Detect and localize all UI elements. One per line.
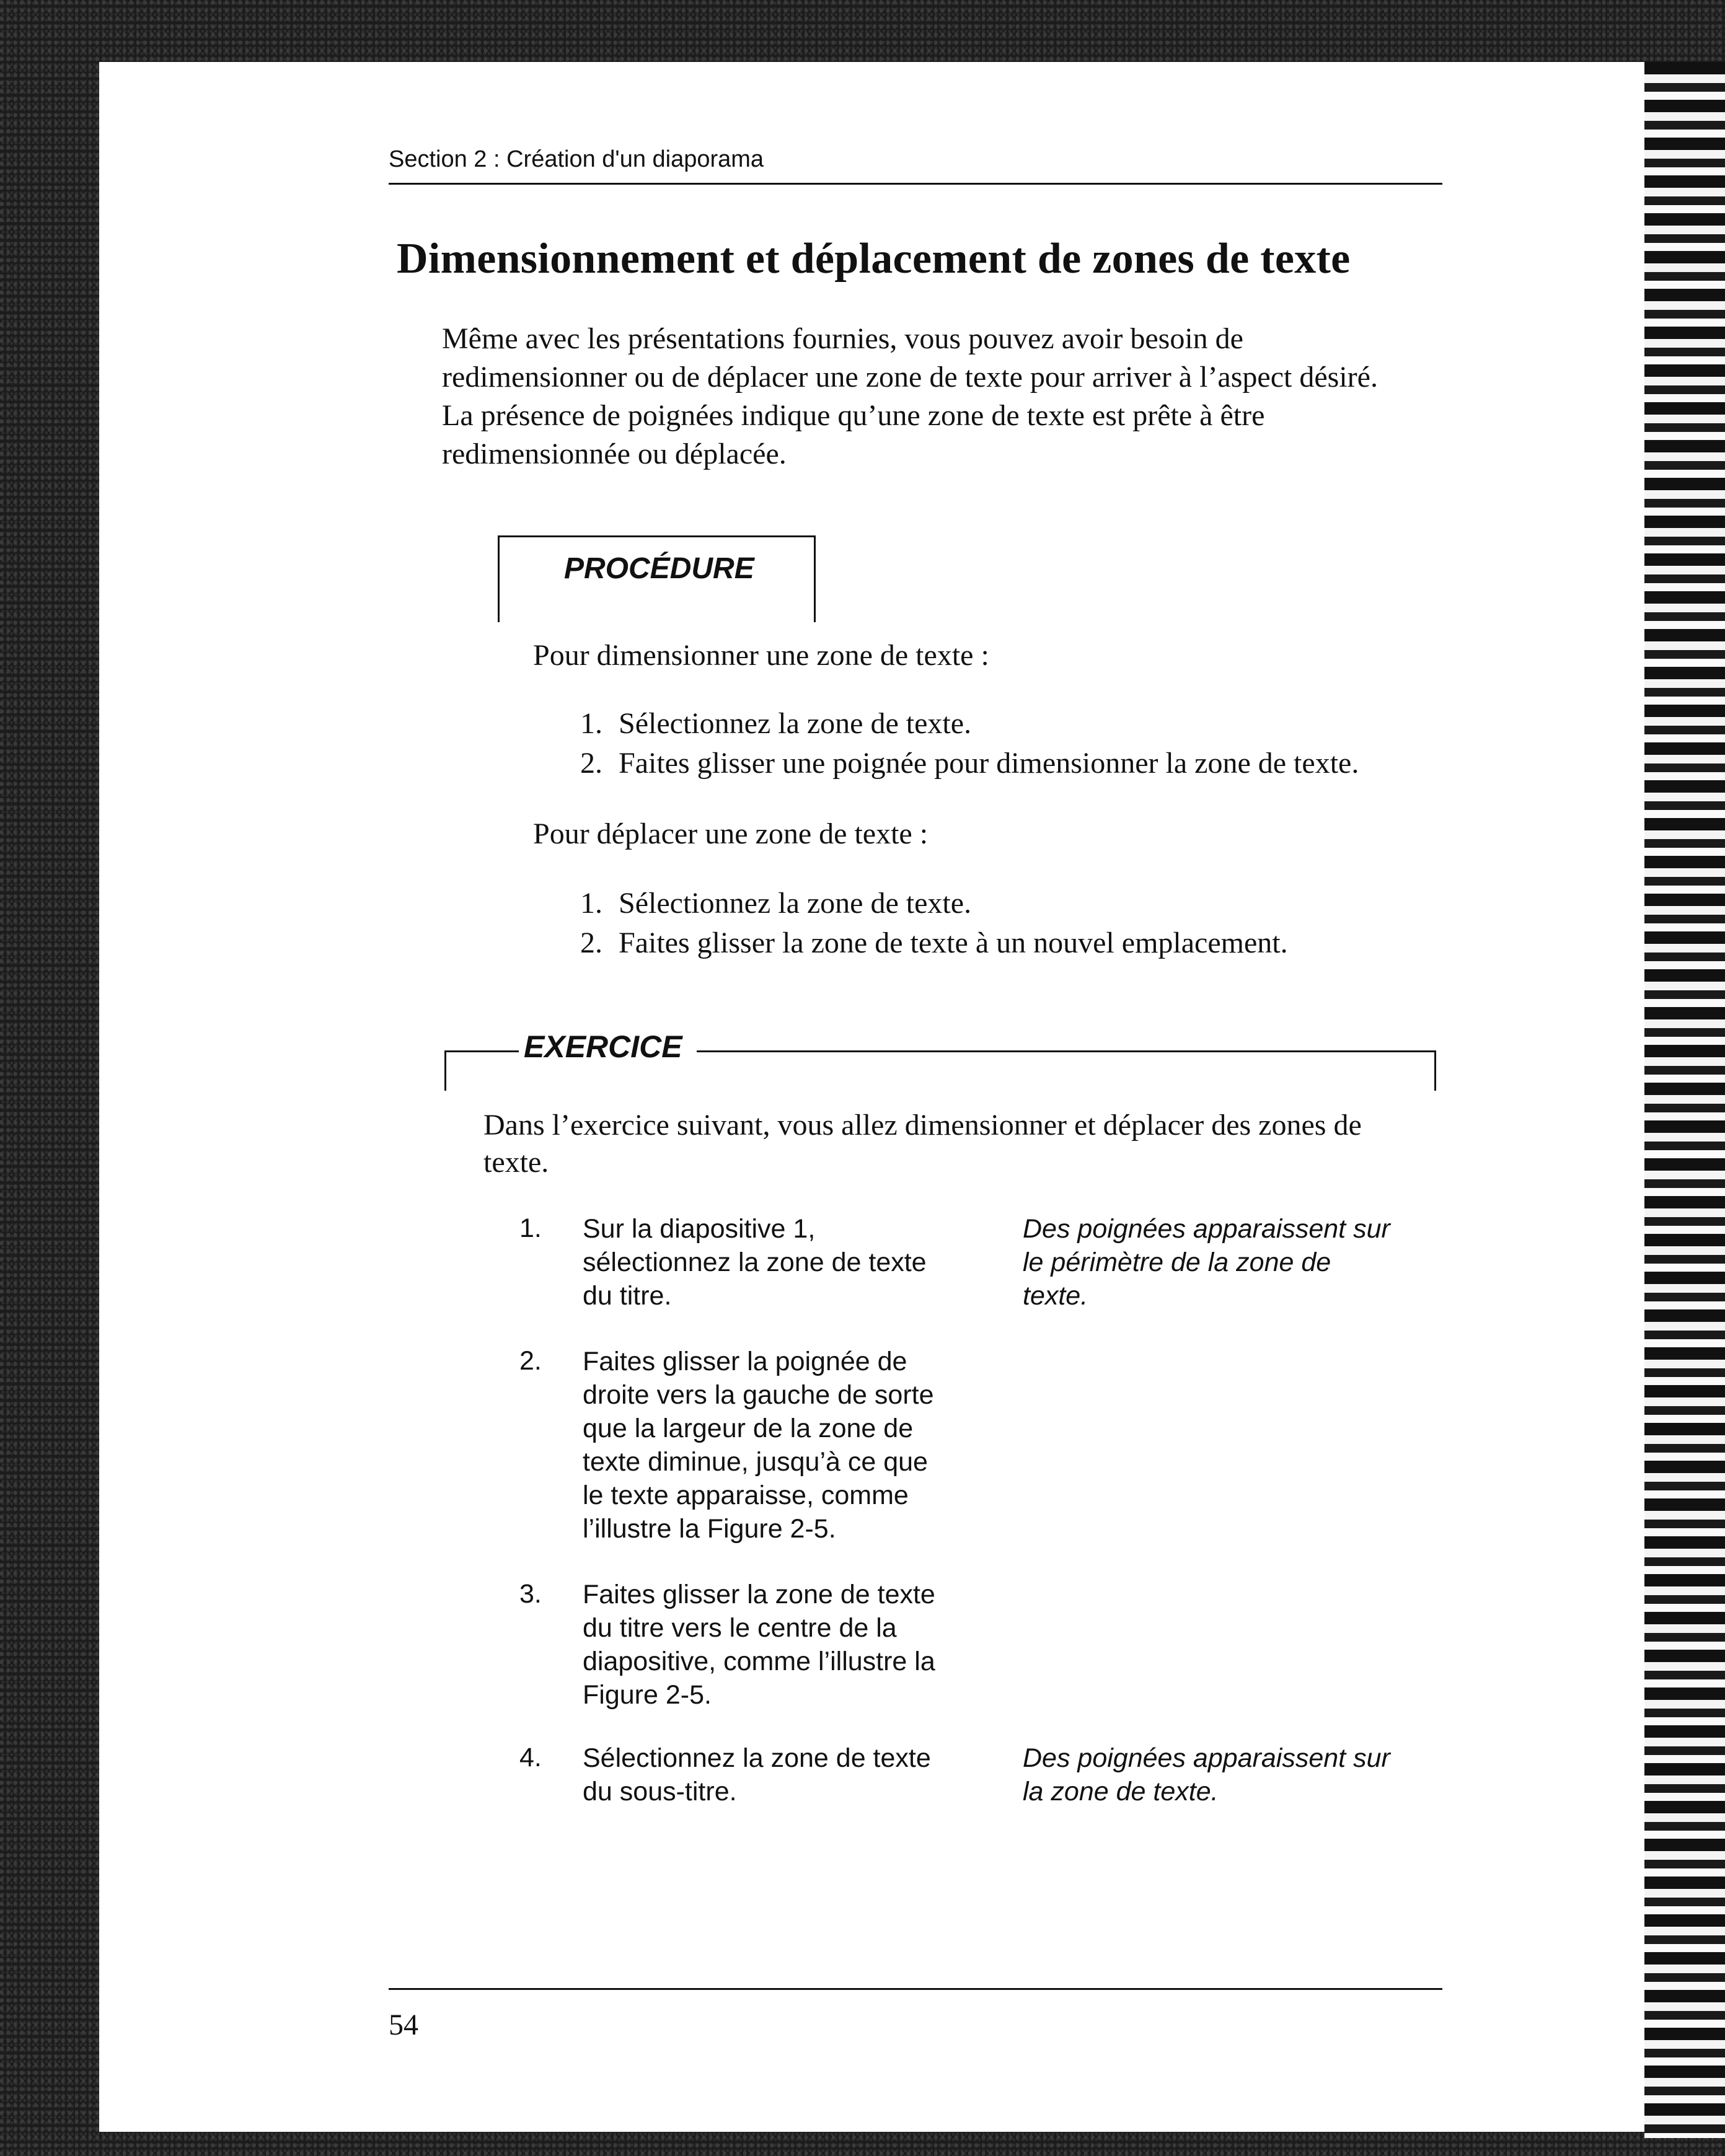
exercise-corner-right bbox=[1434, 1050, 1436, 1091]
exercise-label: EXERCICE bbox=[524, 1029, 682, 1064]
procedure-label: PROCÉDURE bbox=[564, 552, 754, 585]
note-line: Des poignées apparaissent sur bbox=[1023, 1743, 1390, 1773]
intro-line: redimensionner ou de déplacer une zone de texte pour arriver à l’aspect désiré. bbox=[442, 361, 1378, 394]
exercise-item-4-note bbox=[1023, 1741, 1444, 1808]
exercise-item-4-text bbox=[583, 1741, 1029, 1808]
exercise-item-2-text bbox=[583, 1345, 1029, 1546]
exercise-item-1-text bbox=[583, 1212, 1029, 1313]
exercise-rule-left bbox=[444, 1050, 519, 1052]
item-line: que la largeur de la zone de bbox=[583, 1414, 914, 1443]
item-line: droite vers la gauche de sorte bbox=[583, 1380, 934, 1410]
page-number: 54 bbox=[389, 2009, 418, 2041]
exercise-intro-line: Dans l’exercice suivant, vous allez dimensionner et déplacer des zones de bbox=[483, 1109, 1362, 1142]
item-line: du titre vers le centre de la bbox=[583, 1613, 897, 1643]
item-line: l’illustre la Figure 2-5. bbox=[583, 1514, 836, 1544]
exercise-item-1-note bbox=[1023, 1212, 1444, 1313]
item-line: Faites glisser la zone de texte bbox=[583, 1580, 935, 1609]
resize-step-1-num: 1. bbox=[580, 707, 602, 740]
exercise-item-4-num: 4. bbox=[519, 1743, 542, 1772]
exercise-item-1-num: 1. bbox=[519, 1213, 542, 1243]
header-rule bbox=[389, 183, 1442, 185]
item-line: Figure 2-5. bbox=[583, 1680, 712, 1710]
exercise-item-3-num: 3. bbox=[519, 1579, 542, 1609]
note-line: la zone de texte. bbox=[1023, 1777, 1219, 1806]
item-line: texte diminue, jusqu’à ce que bbox=[583, 1447, 928, 1477]
move-step-2-num: 2. bbox=[580, 926, 602, 959]
resize-lead: Pour dimensionner une zone de texte : bbox=[533, 639, 989, 672]
page-title: Dimensionnement et déplacement de zones de texte bbox=[397, 235, 1351, 283]
note-line: Des poignées apparaissent sur bbox=[1023, 1214, 1390, 1244]
spiral-binding bbox=[1644, 62, 1725, 2138]
move-step-1-text: Sélectionnez la zone de texte. bbox=[619, 887, 972, 920]
exercise-corner-left bbox=[444, 1050, 446, 1091]
intro-line: Même avec les présentations fournies, vous pouvez avoir besoin de bbox=[442, 322, 1243, 355]
item-line: du sous-titre. bbox=[583, 1777, 737, 1806]
exercise-item-3-text bbox=[583, 1578, 1029, 1712]
resize-step-2-num: 2. bbox=[580, 747, 602, 780]
intro-line: redimensionnée ou déplacée. bbox=[442, 438, 787, 470]
exercise-item-2-num: 2. bbox=[519, 1346, 542, 1376]
item-line: sélectionnez la zone de texte bbox=[583, 1247, 927, 1277]
item-line: Sélectionnez la zone de texte bbox=[583, 1743, 931, 1773]
item-line: le texte apparaisse, comme bbox=[583, 1481, 909, 1510]
item-line: Faites glisser la poignée de bbox=[583, 1347, 907, 1376]
exercise-intro bbox=[483, 1107, 1438, 1181]
note-line: le périmètre de la zone de bbox=[1023, 1247, 1331, 1277]
item-line: diapositive, comme l’illustre la bbox=[583, 1647, 935, 1676]
item-line: du titre. bbox=[583, 1281, 672, 1311]
exercise-rule-right bbox=[697, 1050, 1436, 1052]
exercise-intro-line: texte. bbox=[483, 1146, 549, 1179]
note-line: texte. bbox=[1023, 1281, 1088, 1311]
resize-step-1-text: Sélectionnez la zone de texte. bbox=[619, 707, 972, 740]
move-lead: Pour déplacer une zone de texte : bbox=[533, 817, 929, 850]
section-header: Section 2 : Création d'un diaporama bbox=[389, 146, 764, 172]
intro-paragraph bbox=[442, 320, 1458, 473]
move-step-1-num: 1. bbox=[580, 887, 602, 920]
move-step-2-text: Faites glisser la zone de texte à un nouvel emplacement. bbox=[619, 926, 1288, 959]
footer-rule bbox=[389, 1988, 1442, 1990]
resize-step-2-text: Faites glisser une poignée pour dimensionner la zone de texte. bbox=[619, 747, 1359, 780]
intro-line: La présence de poignées indique qu’une zone de texte est prête à être bbox=[442, 399, 1265, 432]
item-line: Sur la diapositive 1, bbox=[583, 1214, 816, 1244]
